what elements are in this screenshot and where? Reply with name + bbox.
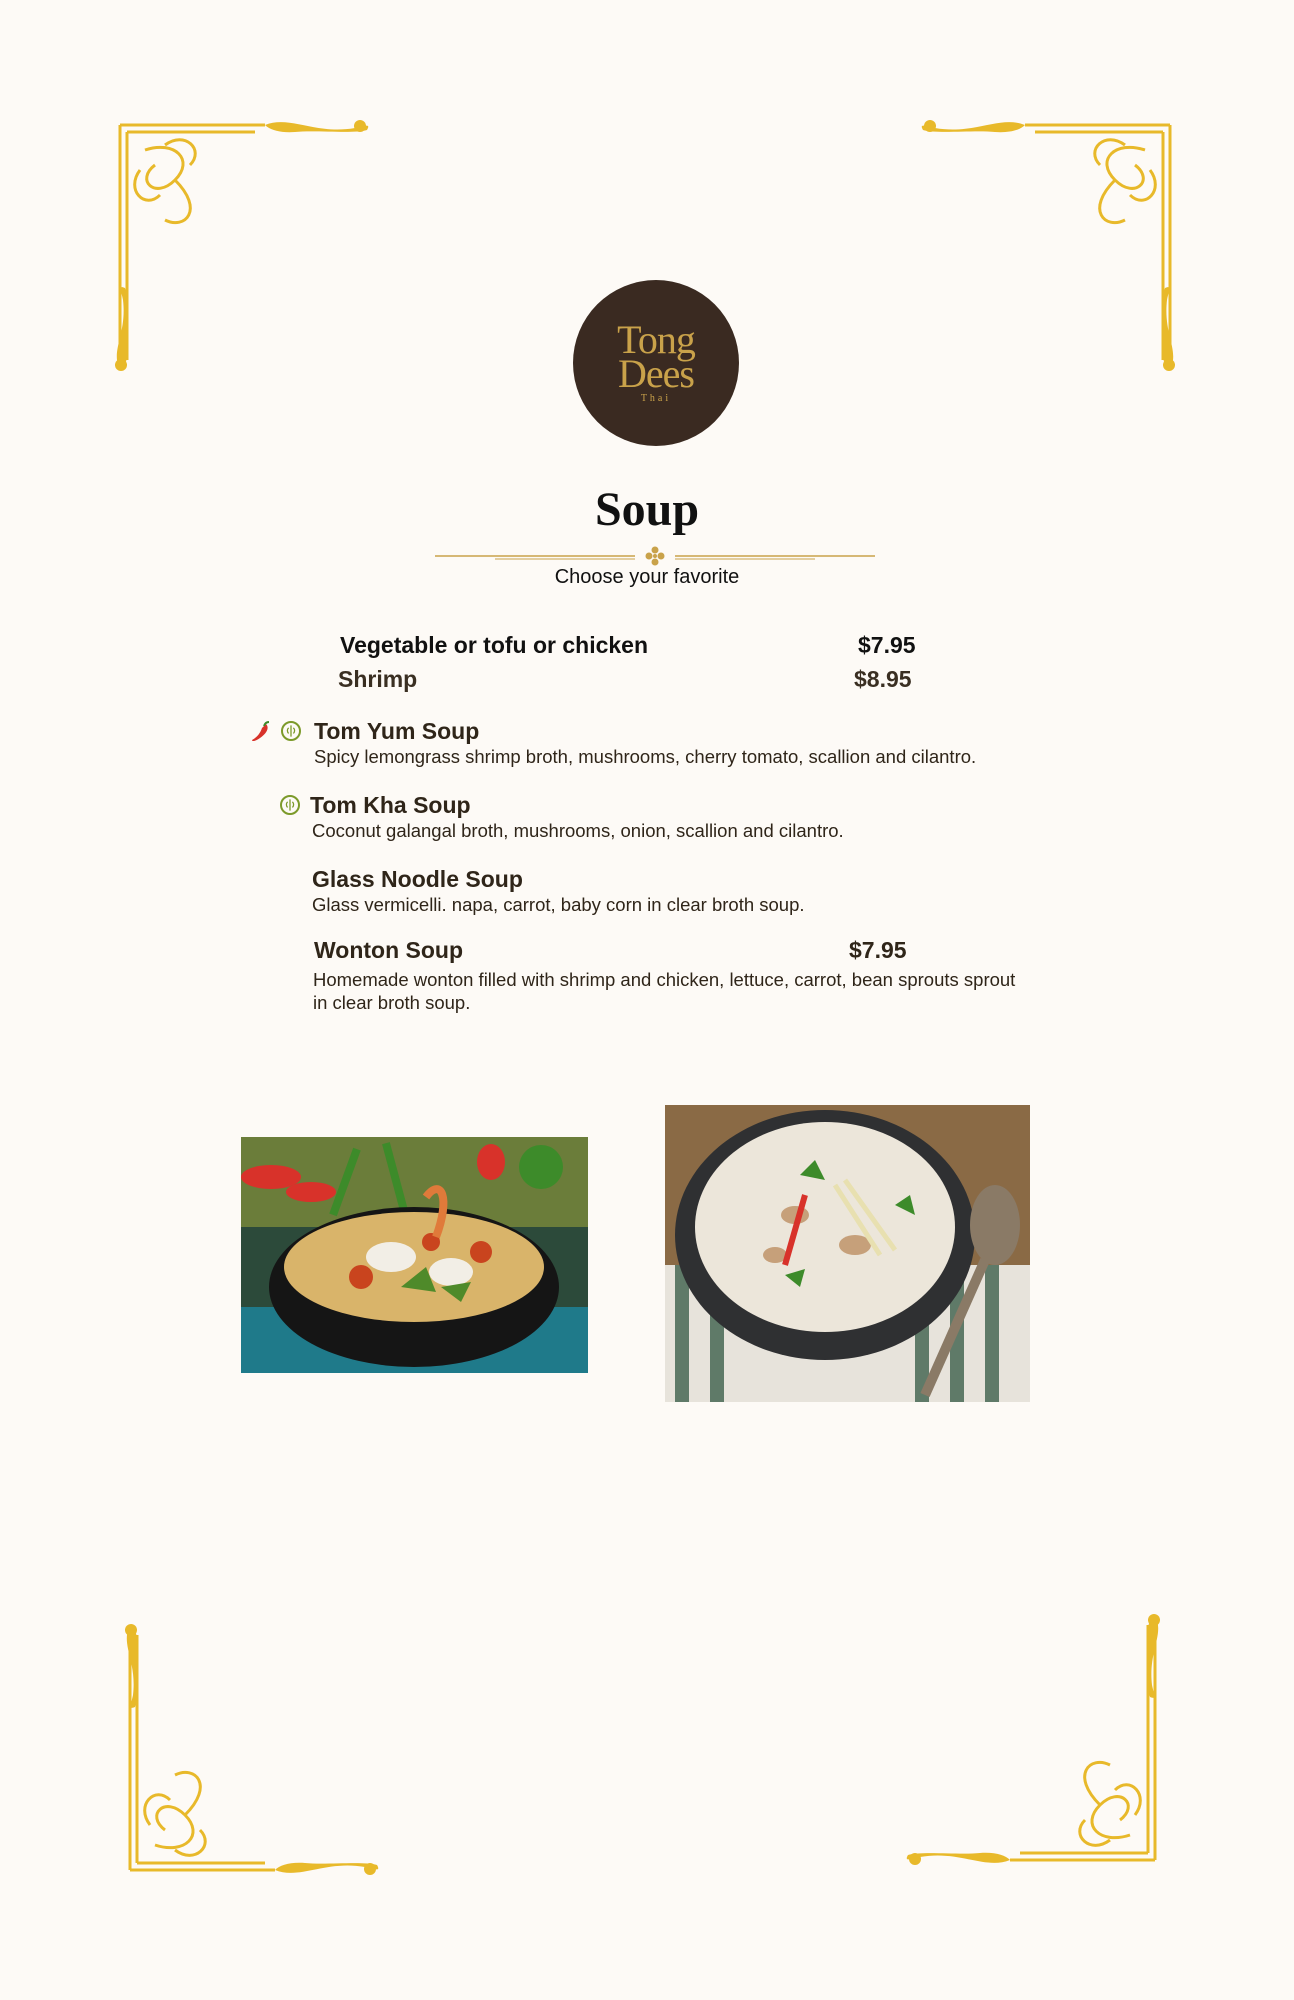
restaurant-logo [573,280,739,446]
gluten-free-icon [280,795,300,815]
page-title: Soup [594,483,700,536]
price-option-value: $8.95 [854,666,912,692]
page-subtitle: Choose your favorite [554,566,740,588]
gluten-free-icon [281,721,301,741]
chili-icon [250,720,272,744]
menu-item-name: Tom Kha Soup [310,792,471,818]
ornament-icon [125,1615,385,1875]
menu-item-description: Glass vermicelli. napa, carrot, baby corn in clear broth soup. [312,894,805,915]
corner-ornament-top-left [115,120,375,380]
logo-line-2: Dees [618,350,694,396]
title-divider [435,546,875,566]
ornament-icon [900,1605,1160,1865]
price-option-value: $7.95 [858,632,916,658]
menu-item-description: in clear broth soup. [313,992,471,1013]
menu-item-price: $7.95 [849,937,907,963]
menu-item-name: Tom Yum Soup [314,718,480,744]
ornament-icon [115,120,375,380]
ornament-icon [915,120,1175,380]
corner-ornament-bottom-right [900,1605,1160,1865]
price-option-label: Vegetable or tofu or chicken [340,632,649,658]
corner-ornament-bottom-left [125,1615,385,1875]
logo-subtext: Thai [640,392,672,404]
menu-item-description: Spicy lemongrass shrimp broth, mushrooms, cherry tomato, scallion and cilantro. [314,746,977,767]
price-option-label: Shrimp [338,666,418,692]
tom-kha-photo [665,1105,1030,1402]
menu-item-name: Glass Noodle Soup [312,866,523,892]
menu-item-name: Wonton Soup [314,937,464,963]
corner-ornament-top-right [915,120,1175,380]
logo-line-1: Tong [617,316,695,362]
menu-item-description: Coconut galangal broth, mushrooms, onion, scallion and cilantro. [312,820,844,841]
tom-yum-photo [241,1137,588,1373]
menu-item-description: Homemade wonton filled with shrimp and chicken, lettuce, carrot, bean sprouts sprout [313,969,1016,990]
